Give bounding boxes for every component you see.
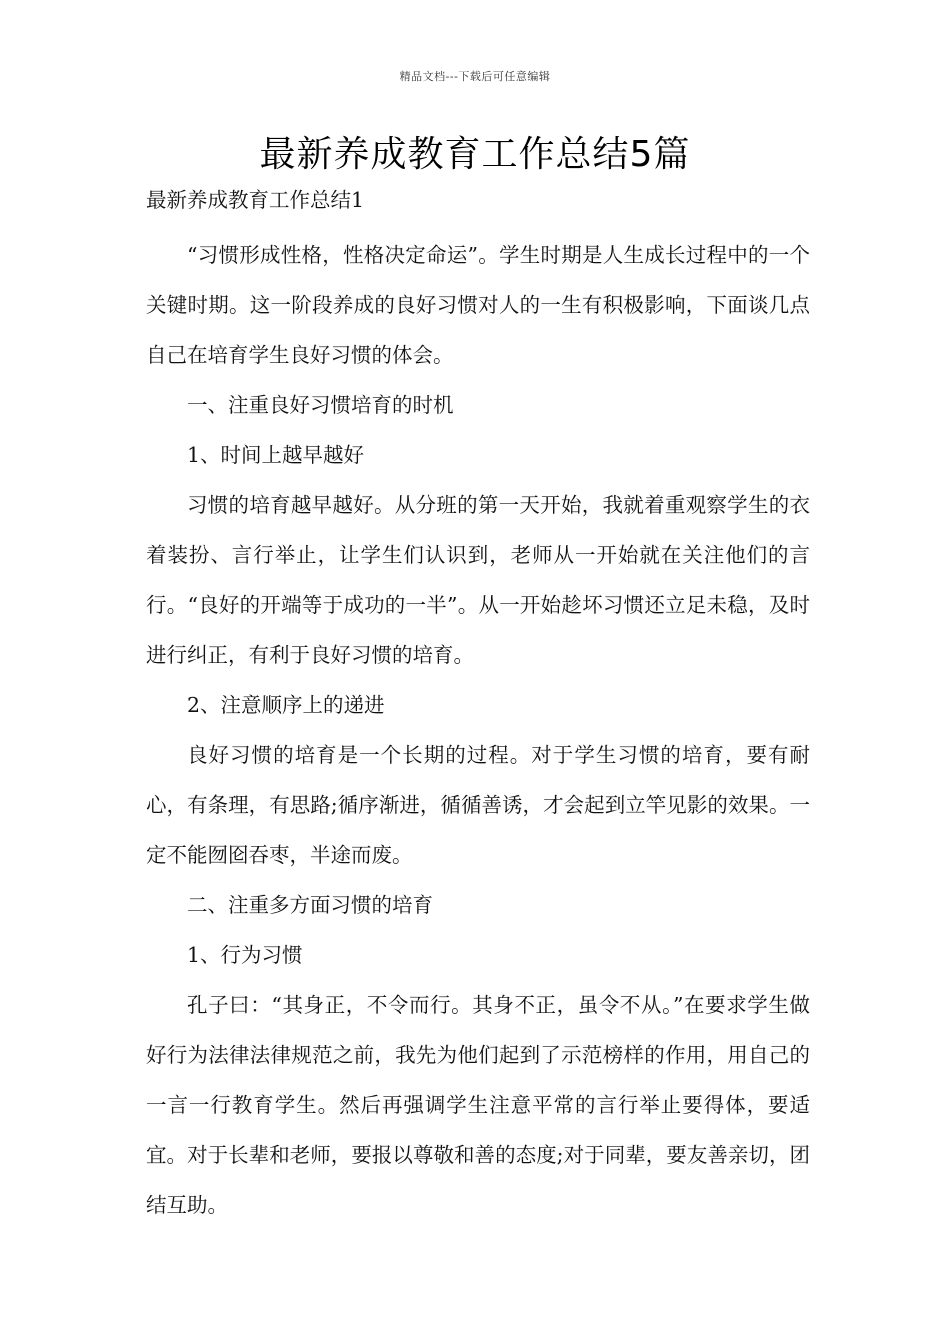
heading-subsection-2-1: 1、行为习惯	[187, 943, 303, 967]
section-subtitle: 最新养成教育工作总结1	[146, 188, 365, 212]
paragraph-timing: 习惯的培育越早越好。从分班的第一天开始，我就着重观察学生的衣着装扮、言行举止，让学生们认识到，老师从一开始就在关注他们的言行。“良好的开端等于成功的一半”。从一开始趁坏习惯还立足未稳，及时进行纠正，有利于良好习惯的培育。	[146, 493, 810, 667]
header-note: 精品文档---下载后可任意编辑	[399, 70, 551, 83]
paragraph-order: 良好习惯的培育是一个长期的过程。对于学生习惯的培育，要有耐心，有条理，有思路;循序渐进，循循善诱，才会起到立竿见影的效果。一定不能囫囵吞枣，半途而废。	[146, 743, 810, 867]
heading-section-2: 二、注重多方面习惯的培育	[187, 893, 433, 917]
heading-subsection-1-2: 2、注意顺序上的递进	[187, 693, 385, 717]
document-title: 最新养成教育工作总结5篇	[259, 134, 691, 175]
paragraph-intro: “习惯形成性格，性格决定命运”。学生时期是人生成长过程中的一个关键时期。这一阶段养成的良好习惯对人的一生有积极影响，下面谈几点自己在培育学生良好习惯的体会。	[146, 243, 810, 367]
heading-section-1: 一、注重良好习惯培育的时机	[187, 393, 454, 417]
paragraph-behavior: 孔子曰：“其身正，不令而行。其身不正，虽令不从。”在要求学生做好行为法律法律规范之前，我先为他们起到了示范榜样的作用，用自己的一言一行教育学生。然后再强调学生注意平常的言行举止要得体，要适宜。对于长辈和老师，要报以尊敬和善的态度;对于同辈，要友善亲切，团结互助。	[146, 993, 810, 1217]
heading-subsection-1-1: 1、时间上越早越好	[187, 443, 365, 467]
document-body	[146, 180, 810, 1230]
